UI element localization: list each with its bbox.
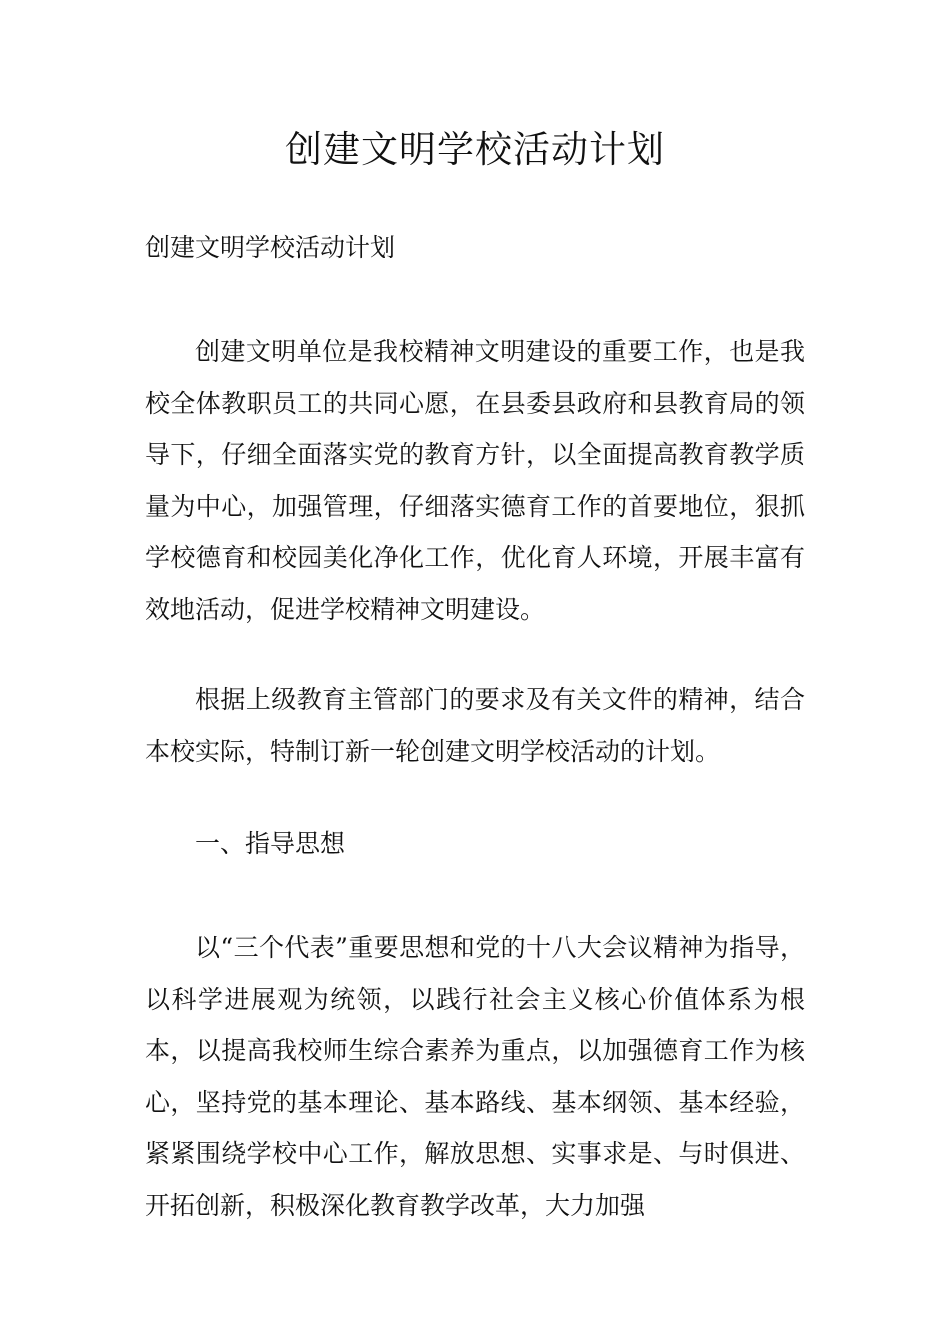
section-heading: 一、指导思想 [195, 829, 346, 858]
intro-paragraph: 创建文明单位是我校精神文明建设的重要工作，也是我校全体教职员工的共同心愿，在县委县政府和县教育局的领导下，仔细全面落实党的教育方针，以全面提高教育教学质量为中心，加强管理，仔细落实德育工作的首要地位，狠抓学校德育和校园美化净化工作，优化育人环境，开展丰富有效地活动，促进学校精神文明建设。 [145, 337, 805, 624]
basis-paragraph: 根据上级教育主管部门的要求及有关文件的精神，结合本校实际，特制订新一轮创建文明学校活动的计划。 [145, 685, 805, 766]
document-subtitle: 创建文明学校活动计划 [145, 233, 396, 262]
guiding-ideology-paragraph: 以“三个代表”重要思想和党的十八大会议精神为指导，以科学进展观为统领，以践行社会主义核心价值体系为根本，以提高我校师生综合素养为重点，以加强德育工作为核心，坚持党的基本理论、基本路线、基本纲领、基本经验，紧紧围绕学校中心工作，解放思想、实事求是、与时俱进、开拓创新，积极深化教育教学改革，大力加强 [145, 933, 805, 1220]
page-title: 创建文明学校活动计划 [285, 128, 665, 171]
